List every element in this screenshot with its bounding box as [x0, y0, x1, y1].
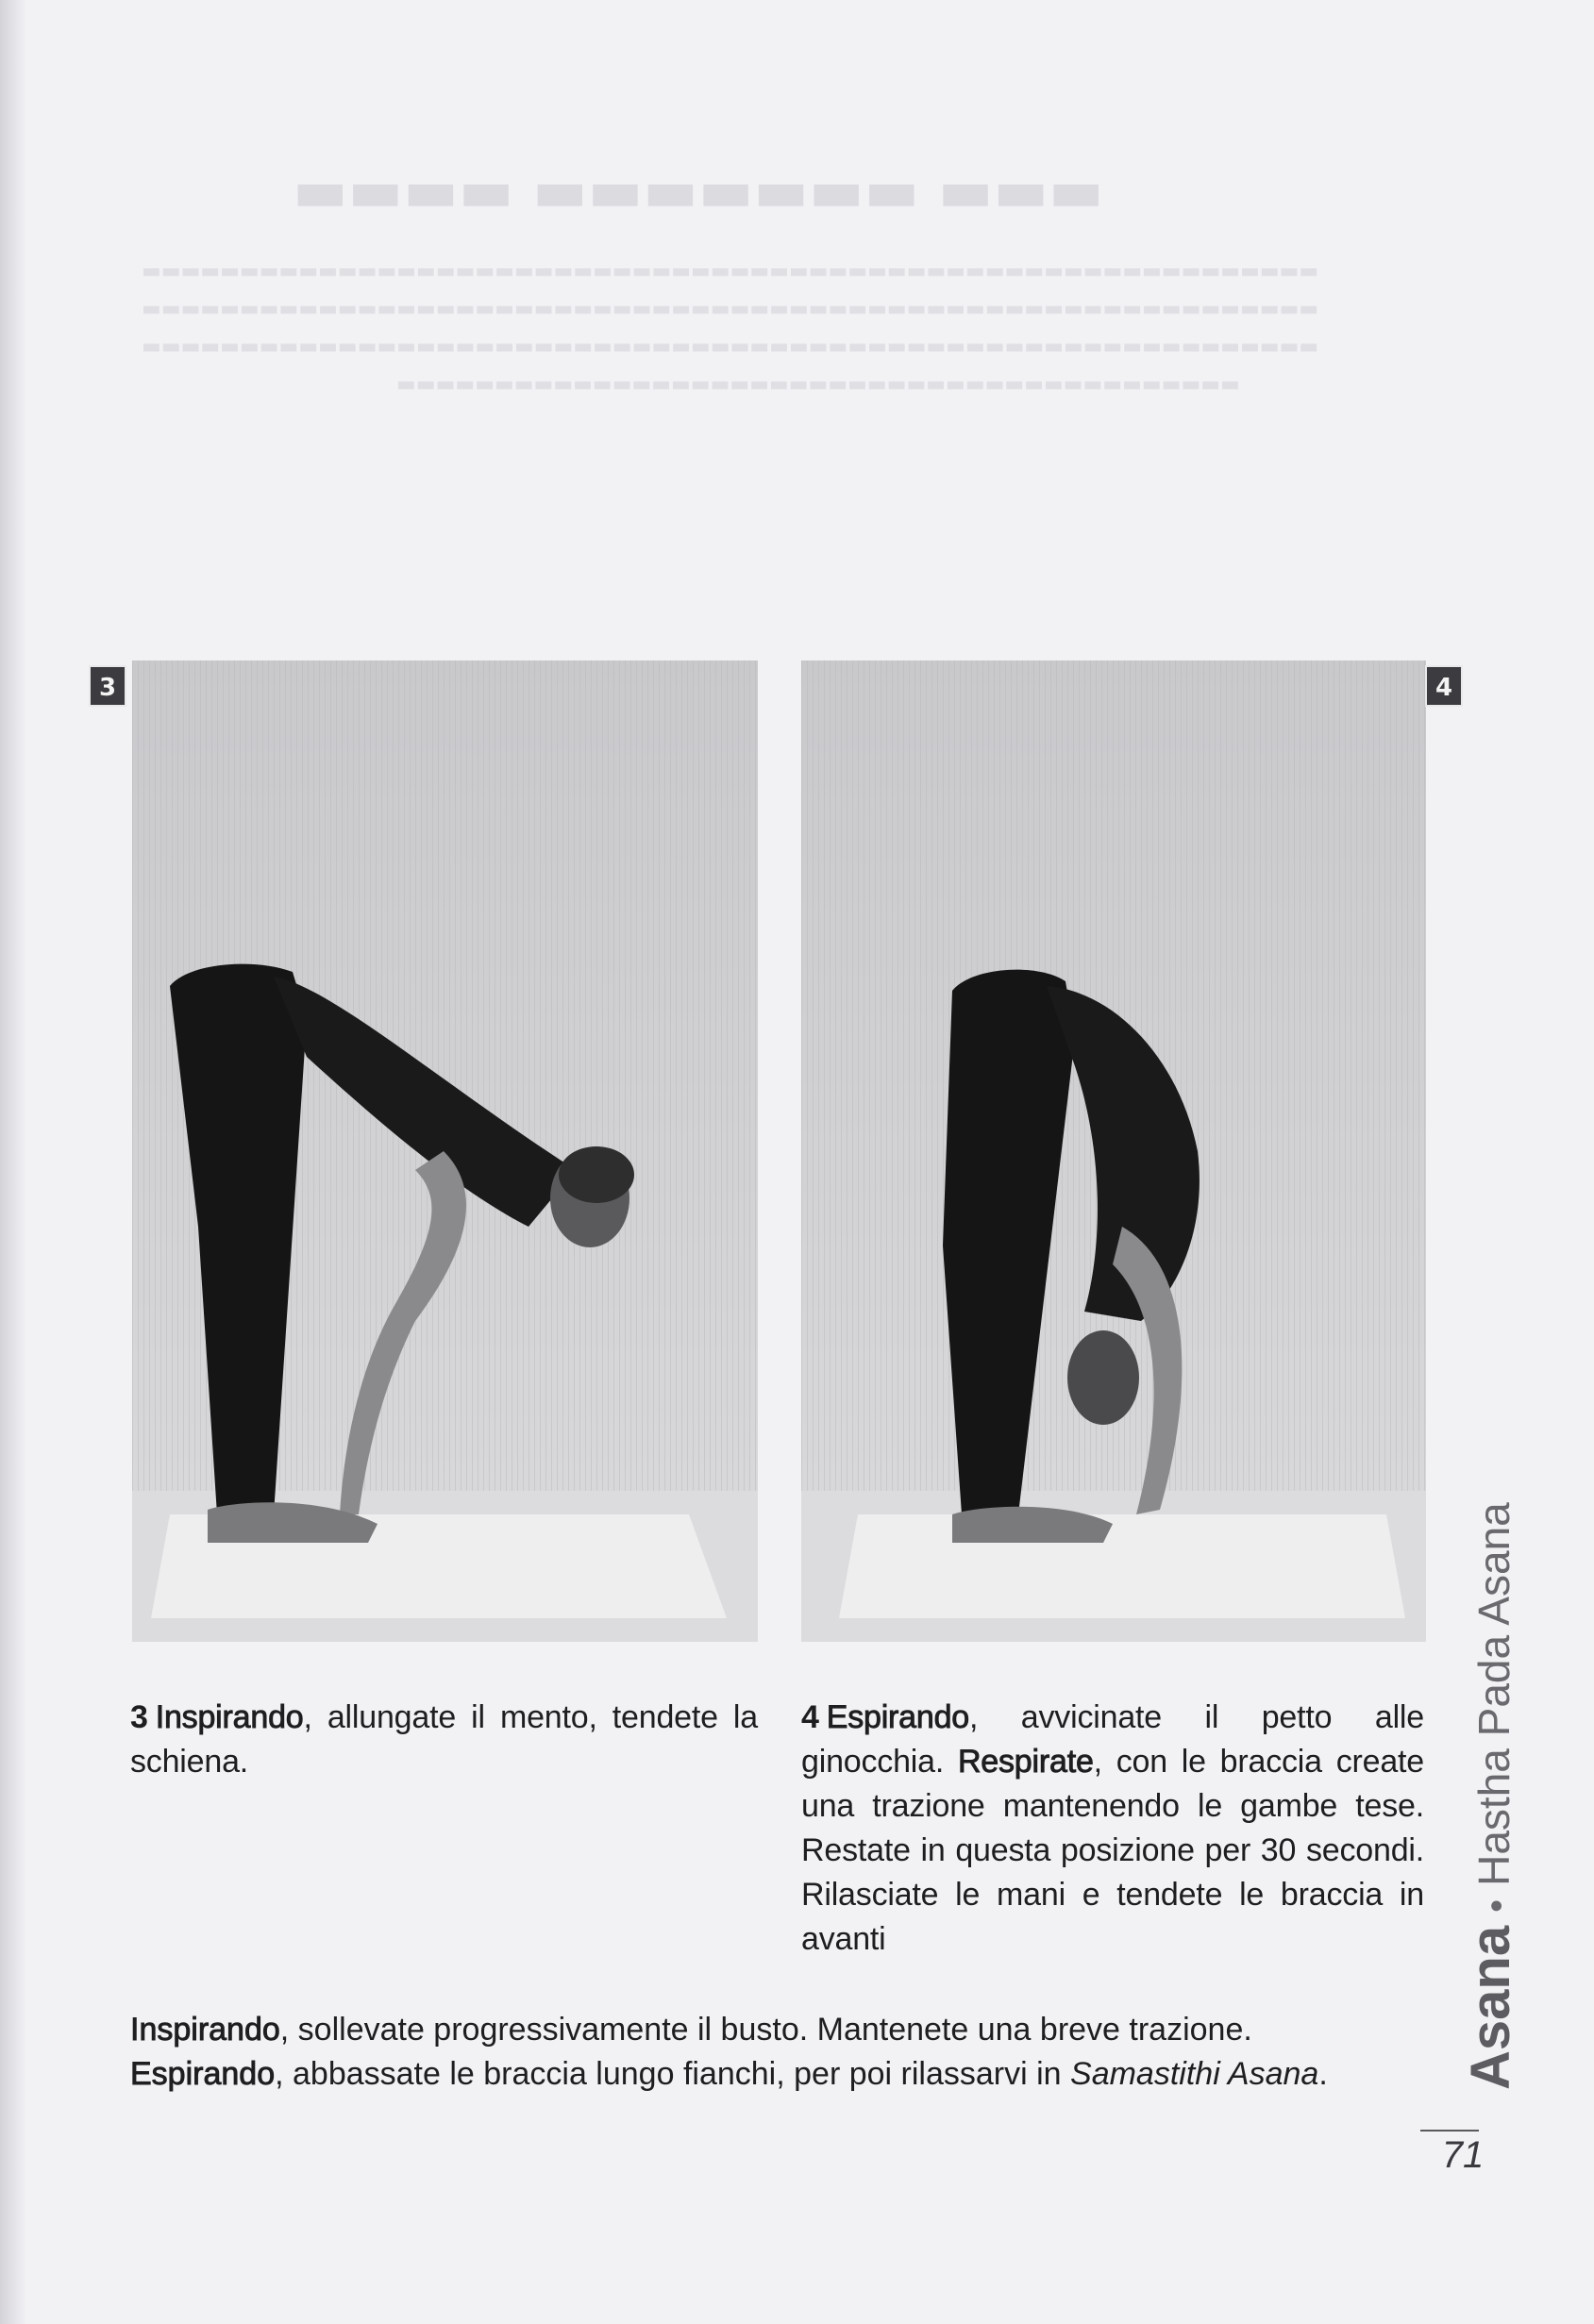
- side-tab-bullet: •: [1476, 1898, 1518, 1913]
- figure-4-illustration: [801, 660, 1426, 1642]
- caption-4-text-a: , avvicinate il petto alle ginocchia.: [801, 1699, 1424, 1780]
- page-number-rule: [1420, 2130, 1479, 2132]
- caption-4-lead: Espirando: [826, 1699, 970, 1735]
- closing-line-1-text: , sollevate progressivamente il busto. Mantenete una breve trazione.: [279, 2012, 1252, 2048]
- chapter-side-tab: [1449, 1502, 1539, 2090]
- caption-step-4: [801, 1696, 1424, 1962]
- show-through-title: ▬▬▬ ▬▬▬▬▬▬▬ ▬▬▬▬: [293, 156, 1104, 225]
- closing-line-2: [130, 2052, 1433, 2097]
- figure-3-photo: [132, 660, 758, 1642]
- caption-3-text: , allungate il mento, tendete la schiena.: [130, 1699, 758, 1780]
- caption-3-number: 3: [130, 1699, 148, 1735]
- caption-4-lead-2: Respirate: [957, 1744, 1094, 1780]
- page-number: 71: [1441, 2134, 1485, 2176]
- figure-3-number-badge: 3: [89, 665, 126, 707]
- closing-line-1: [130, 2008, 1433, 2052]
- show-through-line: ▬▬▬▬▬▬▬▬▬▬▬▬▬▬▬▬▬▬▬▬▬▬▬▬▬▬▬▬▬▬▬▬▬▬▬▬▬▬▬▬▬▬▬: [396, 373, 1240, 396]
- closing-line-2-lead: Espirando: [130, 2056, 276, 2092]
- closing-line-1-lead: Inspirando: [130, 2012, 280, 2048]
- show-through-line: ▬▬▬▬▬▬▬▬▬▬▬▬▬▬▬▬▬▬▬▬▬▬▬▬▬▬▬▬▬▬▬▬▬▬▬▬▬▬▬▬▬▬▬▬▬▬▬▬▬▬▬▬▬▬▬▬▬▬▬▬: [142, 259, 1319, 283]
- caption-3-lead: Inspirando: [155, 1699, 304, 1735]
- closing-line-2-text: , abbassate le braccia lungo fianchi, per poi rilassarvi in: [275, 2056, 1071, 2092]
- page-edge-shadow: [0, 0, 26, 2324]
- caption-4-text-b: , con le braccia create una trazione mantenendo le gambe tese. Restate in questa posizione per 30 secondi. Rilasciate le mani e tendete le braccia in avanti: [801, 1744, 1424, 1957]
- side-tab-section: Asana: [1460, 1925, 1521, 2090]
- figure-4-number-badge: 4: [1425, 665, 1463, 707]
- figure-4-photo: [801, 660, 1426, 1642]
- figure-3-illustration: [132, 660, 758, 1642]
- closing-line-2-italic: Samastithi Asana: [1070, 2056, 1319, 2092]
- caption-step-3: [130, 1696, 758, 1784]
- show-through-line: ▬▬▬▬▬▬▬▬▬▬▬▬▬▬▬▬▬▬▬▬▬▬▬▬▬▬▬▬▬▬▬▬▬▬▬▬▬▬▬▬▬▬▬▬▬▬▬▬▬▬▬▬▬▬▬▬▬▬▬▬: [142, 297, 1319, 321]
- show-through-line: ▬▬▬▬▬▬▬▬▬▬▬▬▬▬▬▬▬▬▬▬▬▬▬▬▬▬▬▬▬▬▬▬▬▬▬▬▬▬▬▬▬▬▬▬▬▬▬▬▬▬▬▬▬▬▬▬▬▬▬▬: [142, 335, 1319, 359]
- closing-paragraph: [130, 2008, 1433, 2097]
- side-tab-subtitle: Hastha Pada Asana: [1469, 1502, 1518, 1886]
- closing-line-2-end: .: [1318, 2056, 1328, 2092]
- caption-4-number: 4: [801, 1699, 819, 1735]
